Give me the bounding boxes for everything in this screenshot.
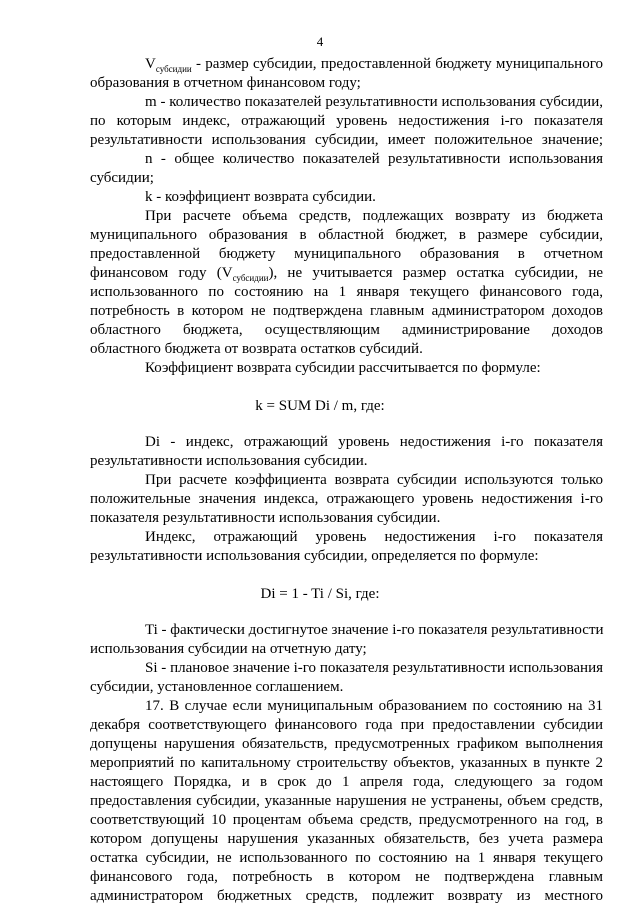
text-line: финансовом году $(V_{субсидии})$, не учитывается размер остатка субсидии, не	[90, 265, 603, 283]
text-line: настоящего Порядка, и в срок до 1 апреля года, следующего за годом	[90, 774, 603, 790]
text-line: котором допущены нарушения указанных обязательств, без учета размера	[90, 831, 603, 847]
text-line: предоставленной бюджету муниципального образования в отчетном	[90, 246, 603, 262]
text-line: областного бюджета от возврата остатков субсидий.	[90, 341, 423, 357]
text-line: n - общее количество показателей результативности использования	[145, 151, 603, 167]
text-line: областного бюджета, осуществляющим администрирование доходов	[90, 322, 603, 338]
text-line: использованного по состоянию на 1 января текущего финансового года,	[90, 284, 603, 300]
text-line: При расчете объема средств, подлежащих возврату из бюджета	[145, 208, 603, 224]
text-line: результативности использования субсидии, имеет положительное значение;	[90, 132, 603, 148]
text-line: Коэффициент возврата субсидии рассчитывается по формуле:	[145, 360, 541, 376]
text-line: 17. В случае если муниципальным образованием по состоянию на 31	[145, 698, 603, 714]
text-line: При расчете коэффициента возврата субсидии используются только	[145, 472, 603, 488]
text-line: потребность в котором не подтверждена главным администратором доходов	[90, 303, 603, 319]
text-line: мероприятий по капитальному строительству объектов, указанных в пункте 2	[90, 755, 603, 771]
text-line: Индекс, отражающий уровень недостижения i-го показателя	[145, 529, 603, 545]
text-line: соответствующий 10 процентам объема средств, предусмотренного на год, в	[90, 812, 603, 828]
text-line: показателя результативности использования субсидии.	[90, 510, 441, 526]
text-line: положительные значения индекса, отражающего уровень недостижения i-го	[90, 491, 603, 507]
text-line: результативности использования субсидии, определяется по формуле:	[90, 548, 539, 564]
text-line: субсидии;	[90, 170, 154, 186]
text-line: образования в отчетном финансовом году;	[90, 75, 361, 91]
text-line: m - количество показателей результативности использования субсидии,	[145, 94, 603, 110]
page-number: 4	[316, 34, 324, 49]
text-line: допущены нарушения обязательств, предусмотренных графиком выполнения	[90, 736, 603, 752]
text-line: муниципального образования в областной бюджет, в размере субсидии,	[90, 227, 603, 243]
text-line: предоставления субсидии, указанные нарушения не устранены, объем средств,	[90, 793, 603, 809]
text-line: $V_{субсидии}$ - размер субсидии, предоставленной бюджету муниципального	[145, 56, 603, 74]
text-line: финансового года, потребность в котором не подтверждена главным	[90, 869, 603, 885]
text-line: декабря соответствующего финансового года при предоставлении субсидии	[90, 717, 603, 733]
text-line: результативности использования субсидии.	[90, 453, 368, 469]
text-line: субсидии, установленное соглашением.	[90, 679, 344, 695]
text-line: использования субсидии на отчетную дату;	[90, 641, 367, 657]
text-line: Di - индекс, отражающий уровень недостижения i-го показателя	[145, 434, 603, 450]
text-line: Si - плановое значение i-го показателя результативности использования	[145, 660, 603, 676]
formula-k: k = SUM Di / m, где:	[255, 398, 385, 414]
text-line: остатка субсидии, не использованного по состоянию на 1 января текущего	[90, 850, 603, 866]
formula-di: Di = 1 - Ti / Si, где:	[260, 586, 380, 602]
text-line: k - коэффициент возврата субсидии.	[145, 189, 376, 205]
text-line: по которым индекс, отражающий уровень недостижения i-го показателя	[90, 113, 603, 129]
text-line: администратором бюджетных средств, подлежит возврату из местного	[90, 888, 603, 904]
text-line: Ti - фактически достигнутое значение i-го показателя результативности	[145, 622, 604, 638]
